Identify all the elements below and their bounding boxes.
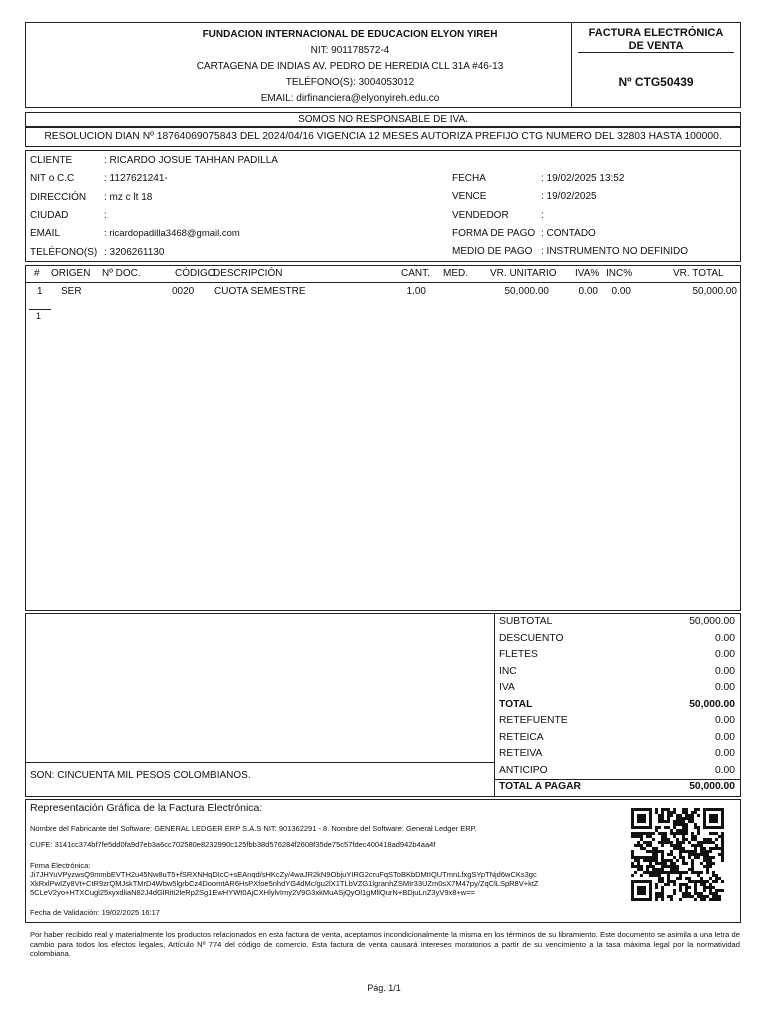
client-field-label: CIUDAD <box>30 209 69 221</box>
header-desc: DESCRIPCIÓN <box>213 268 283 279</box>
client-field-label: EMAIL <box>30 228 61 240</box>
totals-label: RETEFUENTE <box>499 715 568 726</box>
invoice-title-rule <box>578 52 734 53</box>
header-qty: CANT. <box>401 268 430 279</box>
company-email: EMAIL: dirfinanciera@elyonyireh.edu.co <box>260 93 440 104</box>
totals-label: TOTAL A PAGAR <box>499 781 581 792</box>
totals-label: RETEICA <box>499 731 544 743</box>
items-box <box>25 265 741 611</box>
invoice-title-line2: DE VENTA <box>628 40 684 52</box>
signature-line-2: XkRxlPwIZy8Vt+CtR9zrQMJskTMrD4Wbw5lgrbCz4DoomtAR6HsPXfoe5nhdYG4dMc/gu2lX1TLbVZG1lgranhZSMIr33UZm0sX7M47py/ZqClLSpR8V+ktZ <box>30 879 539 888</box>
item-cell-unit: 50,000.00 <box>504 286 549 297</box>
items-header-rule <box>25 282 741 283</box>
resolution: RESOLUCION DIAN Nº 18764069075843 DEL 2024/04/16 VIGENCIA 12 MESES AUTORIZA PREFIJO CTG NUMERO DEL 32803 HASTA 100000. <box>25 127 741 147</box>
client-field-value: : ricardopadilla3468@gmail.com <box>104 228 240 240</box>
totals-value: 0.00 <box>714 649 735 660</box>
client-field-value: : RICARDO JOSUE TAHHAN PADILLA <box>104 155 278 166</box>
totals-value: 0.00 <box>714 632 735 644</box>
totals-value: 50,000.00 <box>689 616 735 627</box>
totals-label: ANTICIPO <box>499 764 548 776</box>
totals-label: IVA <box>499 682 515 693</box>
item-cell-iva: 0.00 <box>578 286 598 297</box>
header-med: MED. <box>443 268 468 279</box>
item-cell-origin: SER <box>61 286 82 297</box>
items-count-rule <box>29 309 51 310</box>
company-nit: NIT: 901178572-4 <box>310 45 390 56</box>
totals-value: 0.00 <box>714 748 735 759</box>
signature-line-1: Ji7JHYuVPyzwsQ9mmbEVTH2u45Nw8uT5+fSRXNHqDIcC+sEAnqd/sHKcZy/4waJR2kN9ObjuYIRG2cruFqSToBKbDMtIQUTmnLfxgSYpTNjd6wCKs3gc <box>30 870 537 879</box>
invoice-field-value: : INSTRUMENTO NO DEFINIDO <box>541 246 689 258</box>
item-cell-num: 1 <box>37 286 43 297</box>
invoice-title-line1: FACTURA ELECTRÓNICA <box>588 27 724 39</box>
invoice-field-label: FORMA DE PAGO <box>452 227 536 239</box>
totals-label: SUBTOTAL <box>499 616 553 627</box>
company-name: FUNDACION INTERNACIONAL DE EDUCACION ELYON YIREH <box>202 29 498 40</box>
header-code: CÓDIGO <box>175 268 216 279</box>
words-rule <box>25 762 495 763</box>
totals-label: TOTAL <box>499 698 533 710</box>
client-field-value: : mz c lt 18 <box>104 191 153 203</box>
header-total: VR. TOTAL <box>673 268 724 279</box>
company-address: CARTAGENA DE INDIAS AV. PEDRO DE HEREDIA CLL 31A #46-13 <box>196 61 504 72</box>
totals-value: 0.00 <box>714 682 735 693</box>
item-cell-inc: 0.00 <box>611 286 631 297</box>
total-to-pay-rule <box>494 779 741 780</box>
invoice-field-value: : 19/02/2025 13:52 <box>541 173 625 184</box>
invoice-field-value: : CONTADO <box>541 227 596 239</box>
invoice-field-value: : 19/02/2025 <box>541 191 597 203</box>
client-field-label: NIT o C.C <box>30 173 75 185</box>
totals-value: 0.00 <box>714 665 735 677</box>
client-field-label: CLIENTE <box>30 155 73 166</box>
invoice-field-label: VENCE <box>452 191 487 203</box>
company-info <box>140 27 560 107</box>
software-info: Nombre del Fabricante del Software: GENERAL LEDGER ERP S.A.S NIT: 901362291 - 8. Nombre del Software: General Ledger ERP. <box>30 824 477 833</box>
invoice-field-value: : <box>541 209 544 221</box>
header-iva: IVA% <box>575 268 600 279</box>
totals-value: 0.00 <box>714 715 735 726</box>
header-unit: VR. UNITARIO <box>490 268 557 279</box>
client-field-label: TELÉFONO(S) <box>30 246 98 258</box>
iva-note: SOMOS NO RESPONSABLE DE IVA. <box>25 112 741 127</box>
invoice-field-label: FECHA <box>452 173 486 184</box>
invoice-title <box>572 27 740 53</box>
header-inc: INC% <box>606 268 633 279</box>
legal-text: Por haber recibido real y materialmente los productos relacionados en esta factura de venta, aceptamos incondicionalmente la misma en los términos de su libramiento. Este documento se asimila a una letra de cambio para todos los efectos legales, Artículo Nº 774 del código de comercio. Esta factura de venta causará intereses moratorios a partir de su vencimiento a la tasa máxima legal por la normatividad colombiana. <box>30 930 740 958</box>
header-num: # <box>34 268 40 279</box>
client-box <box>25 150 741 262</box>
totals-value: 0.00 <box>714 731 735 743</box>
client-field-label: DIRECCIÓN <box>30 191 87 203</box>
page-number: Pág. 1/1 <box>367 983 401 993</box>
graphic-title: Representación Gráfica de la Factura Electrónica: <box>30 802 263 814</box>
items-header <box>25 268 741 282</box>
signature-label: Firma Electrónica: <box>30 861 91 870</box>
totals-label: RETEIVA <box>499 748 543 759</box>
cufe: CUFE: 3141cc374bf7fe5dd0fa9d7eb3a6cc702580e8232990c125fbb38d576284f2608f35de75c57fdec400418ad942b4aa4f <box>30 840 436 849</box>
item-cell-total: 50,000.00 <box>692 286 737 297</box>
totals-value: 50,000.00 <box>689 781 735 792</box>
header-origin: ORIGEN <box>51 268 91 279</box>
client-field-value: : 1127621241- <box>104 173 168 185</box>
totals-value: 50,000.00 <box>689 698 735 710</box>
totals-label: DESCUENTO <box>499 632 564 644</box>
validation-date: Fecha de Validación: 19/02/2025 16:17 <box>30 908 160 917</box>
signature-line-3: 5CLeV2yo+HTXCugl25xyxdliaN82J4dGlRiti2leRp2Sg1EwHYWt0AjCXHlylvImy2V9G3xkMuASjQyOl1gMllQurN+BDjuLnZ3yV9x8+w== <box>30 888 475 897</box>
company-phone: TELÉFONO(S): 3004053012 <box>285 77 415 88</box>
qr-code-icon <box>631 808 724 901</box>
items-count: 1 <box>36 311 42 321</box>
client-field-value: : <box>104 209 107 221</box>
item-cell-qty: 1.00 <box>406 286 426 297</box>
invoice-field-label: MEDIO DE PAGO <box>452 246 533 258</box>
totals-label: FLETES <box>499 649 538 660</box>
invoice-field-label: VENDEDOR <box>452 209 509 221</box>
header-doc: Nº DOC. <box>102 268 141 279</box>
totals-label: INC <box>499 665 517 677</box>
amount-words: SON: CINCUENTA MIL PESOS COLOMBIANOS. <box>30 770 251 781</box>
invoice-number: Nº CTG50439 <box>618 75 694 89</box>
item-cell-desc: CUOTA SEMESTRE <box>214 286 306 297</box>
client-field-value: : 3206261130 <box>104 246 165 258</box>
totals-value: 0.00 <box>714 764 735 776</box>
item-cell-code: 0020 <box>172 286 195 297</box>
signature <box>30 861 620 897</box>
totals-divider <box>494 613 495 797</box>
